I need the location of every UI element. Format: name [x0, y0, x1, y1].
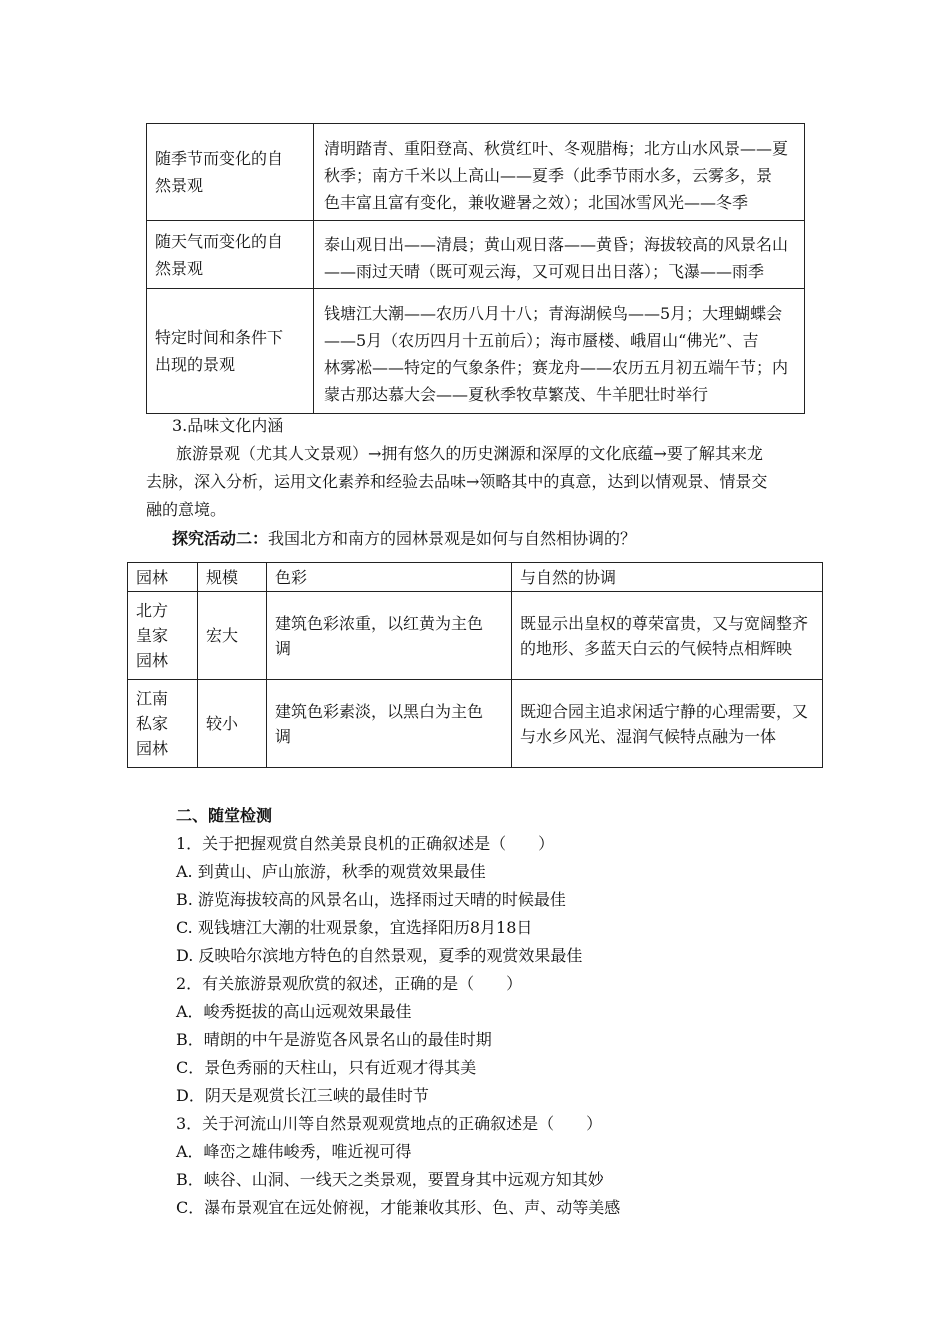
color-cell	[267, 680, 512, 768]
quiz-line: C．瀑布景观宜在远处俯视，才能兼收其形、色、声、动等美感	[176, 1198, 621, 1217]
cell-line: ——5月（农历四月十五前后）；海市蜃楼、峨眉山“佛光”、吉	[324, 331, 759, 350]
cell-line: 建筑色彩浓重，以红黄为主色	[275, 613, 484, 633]
cell-line: 随天气而变化的自	[155, 231, 284, 251]
body-line: 融的意境。	[146, 500, 227, 519]
quiz-line: C. 观钱塘江大潮的壮观景象，宜选择阳历8月18日	[176, 918, 533, 937]
section-body	[146, 440, 806, 524]
cell-line: 私家	[136, 714, 169, 733]
cell-line: 与水乡风光、湿润气候特点融为一体	[520, 726, 777, 746]
table-header-row	[128, 563, 823, 592]
category-cell	[147, 289, 314, 414]
quiz-line: D. 反映哈尔滨地方特色的自然景观，夏季的观赏效果最佳	[176, 946, 583, 965]
cell-line: 皇家	[136, 626, 169, 645]
description-cell	[314, 221, 805, 289]
section-heading: 3.品味文化内涵	[172, 416, 284, 435]
cell-line: 园林	[136, 739, 169, 758]
cell-line: 调	[275, 638, 292, 658]
header-cell: 色彩	[267, 563, 512, 592]
table-row	[147, 289, 805, 414]
header-cell: 园林	[128, 563, 198, 592]
cell-line: 然景观	[155, 176, 204, 195]
table-row	[128, 680, 823, 768]
quiz-body	[176, 830, 620, 1222]
cell-line: 既显示出皇权的尊荣富贵，又与宽阔整齐	[520, 613, 809, 633]
cell-line: 的地形、多蓝天白云的气候特点相辉映	[520, 638, 793, 658]
table-row	[128, 592, 823, 680]
cell-line: 蒙古那达慕大会——夏秋季牧草繁茂、牛羊肥壮时举行	[324, 385, 709, 404]
header-cell: 规模	[198, 563, 267, 592]
cell-line: 既迎合园主追求闲适宁静的心理需要，又	[520, 701, 809, 721]
landscape-timing-table	[146, 123, 805, 414]
quiz-line: A．峻秀挺拔的高山远观效果最佳	[176, 1002, 412, 1021]
quiz-line: C．景色秀丽的天柱山，只有近观才得其美	[176, 1058, 477, 1077]
cell-line: 秋季；南方千米以上高山——夏季（此季节雨水多，云雾多，景	[324, 165, 773, 185]
quiz-line: B．晴朗的中午是游览各风景名山的最佳时期	[176, 1030, 492, 1049]
category-cell	[147, 124, 314, 221]
quiz-title: 二、随堂检测	[176, 806, 273, 825]
cell-line: 然景观	[155, 258, 204, 278]
cell-line: 清明踏青、重阳登高、秋赏红叶、冬观腊梅；北方山水风景——夏	[324, 138, 789, 158]
garden-cell	[128, 680, 198, 768]
body-line: 旅游景观（尤其人文景观）→拥有悠久的历史渊源和深厚的文化底蕴→要了解其来龙	[176, 444, 763, 463]
quiz-line: A．峰峦之雄伟峻秀，唯近视可得	[176, 1142, 412, 1161]
cell-line: 色丰富且富有变化，兼收避暑之效）；北国冰雪风光——冬季	[324, 192, 749, 212]
cell-line: 随季节而变化的自	[155, 149, 284, 168]
color-cell	[267, 592, 512, 680]
harmony-cell	[512, 592, 823, 680]
cell-line: 调	[275, 726, 292, 746]
quiz-line: D．阴天是观赏长江三峡的最佳时节	[176, 1086, 429, 1105]
cell-line: 泰山观日出——清晨；黄山观日落——黄昏；海拔较高的风景名山	[324, 234, 789, 254]
description-cell	[314, 124, 805, 221]
quiz-line: 2．有关旅游景观欣赏的叙述，正确的是（ ）	[176, 974, 523, 993]
cell-line: 北方	[136, 601, 169, 620]
cell-line: 林雾凇——特定的气象条件；赛龙舟——农历五月初五端午节；内	[324, 358, 789, 377]
cell-line: 特定时间和条件下	[155, 328, 284, 347]
category-cell	[147, 221, 314, 289]
scale-cell: 宏大	[198, 592, 267, 680]
activity-question	[172, 525, 636, 553]
cell-line: 园林	[136, 651, 169, 670]
cell-line: 钱塘江大潮——农历八月十八；青海湖候鸟——5月；大理蝴蝶会	[324, 304, 783, 323]
activity-text: 我国北方和南方的园林景观是如何与自然相协调的？	[268, 529, 637, 548]
scale-cell: 较小	[198, 680, 267, 768]
quiz-line: B. 游览海拔较高的风景名山，选择雨过天晴的时候最佳	[176, 890, 566, 909]
header-cell: 与自然的协调	[512, 563, 823, 592]
harmony-cell	[512, 680, 823, 768]
garden-comparison-table	[127, 562, 823, 768]
garden-cell	[128, 592, 198, 680]
cell-line: ——雨过天晴（既可观云海，又可观日出日落）；飞瀑——雨季	[324, 261, 765, 281]
description-cell	[314, 289, 805, 414]
cell-line: 江南	[136, 689, 169, 708]
cell-line: 出现的景观	[155, 355, 236, 374]
quiz-line: B．峡谷、山洞、一线天之类景观，要置身其中远观方知其妙	[176, 1170, 604, 1189]
quiz-line: 3．关于河流山川等自然景观观赏地点的正确叙述是（ ）	[176, 1114, 603, 1133]
cell-line: 建筑色彩素淡，以黑白为主色	[275, 701, 484, 721]
quiz-line: 1．关于把握观赏自然美景良机的正确叙述是（ ）	[176, 834, 555, 853]
activity-label: 探究活动二：	[172, 529, 269, 548]
body-line: 去脉，深入分析，运用文化素养和经验去品味→领略其中的真意，达到以情观景、情景交	[146, 472, 768, 491]
quiz-line: A. 到黄山、庐山旅游，秋季的观赏效果最佳	[176, 862, 486, 881]
table-row	[147, 221, 805, 289]
table-row	[147, 124, 805, 221]
